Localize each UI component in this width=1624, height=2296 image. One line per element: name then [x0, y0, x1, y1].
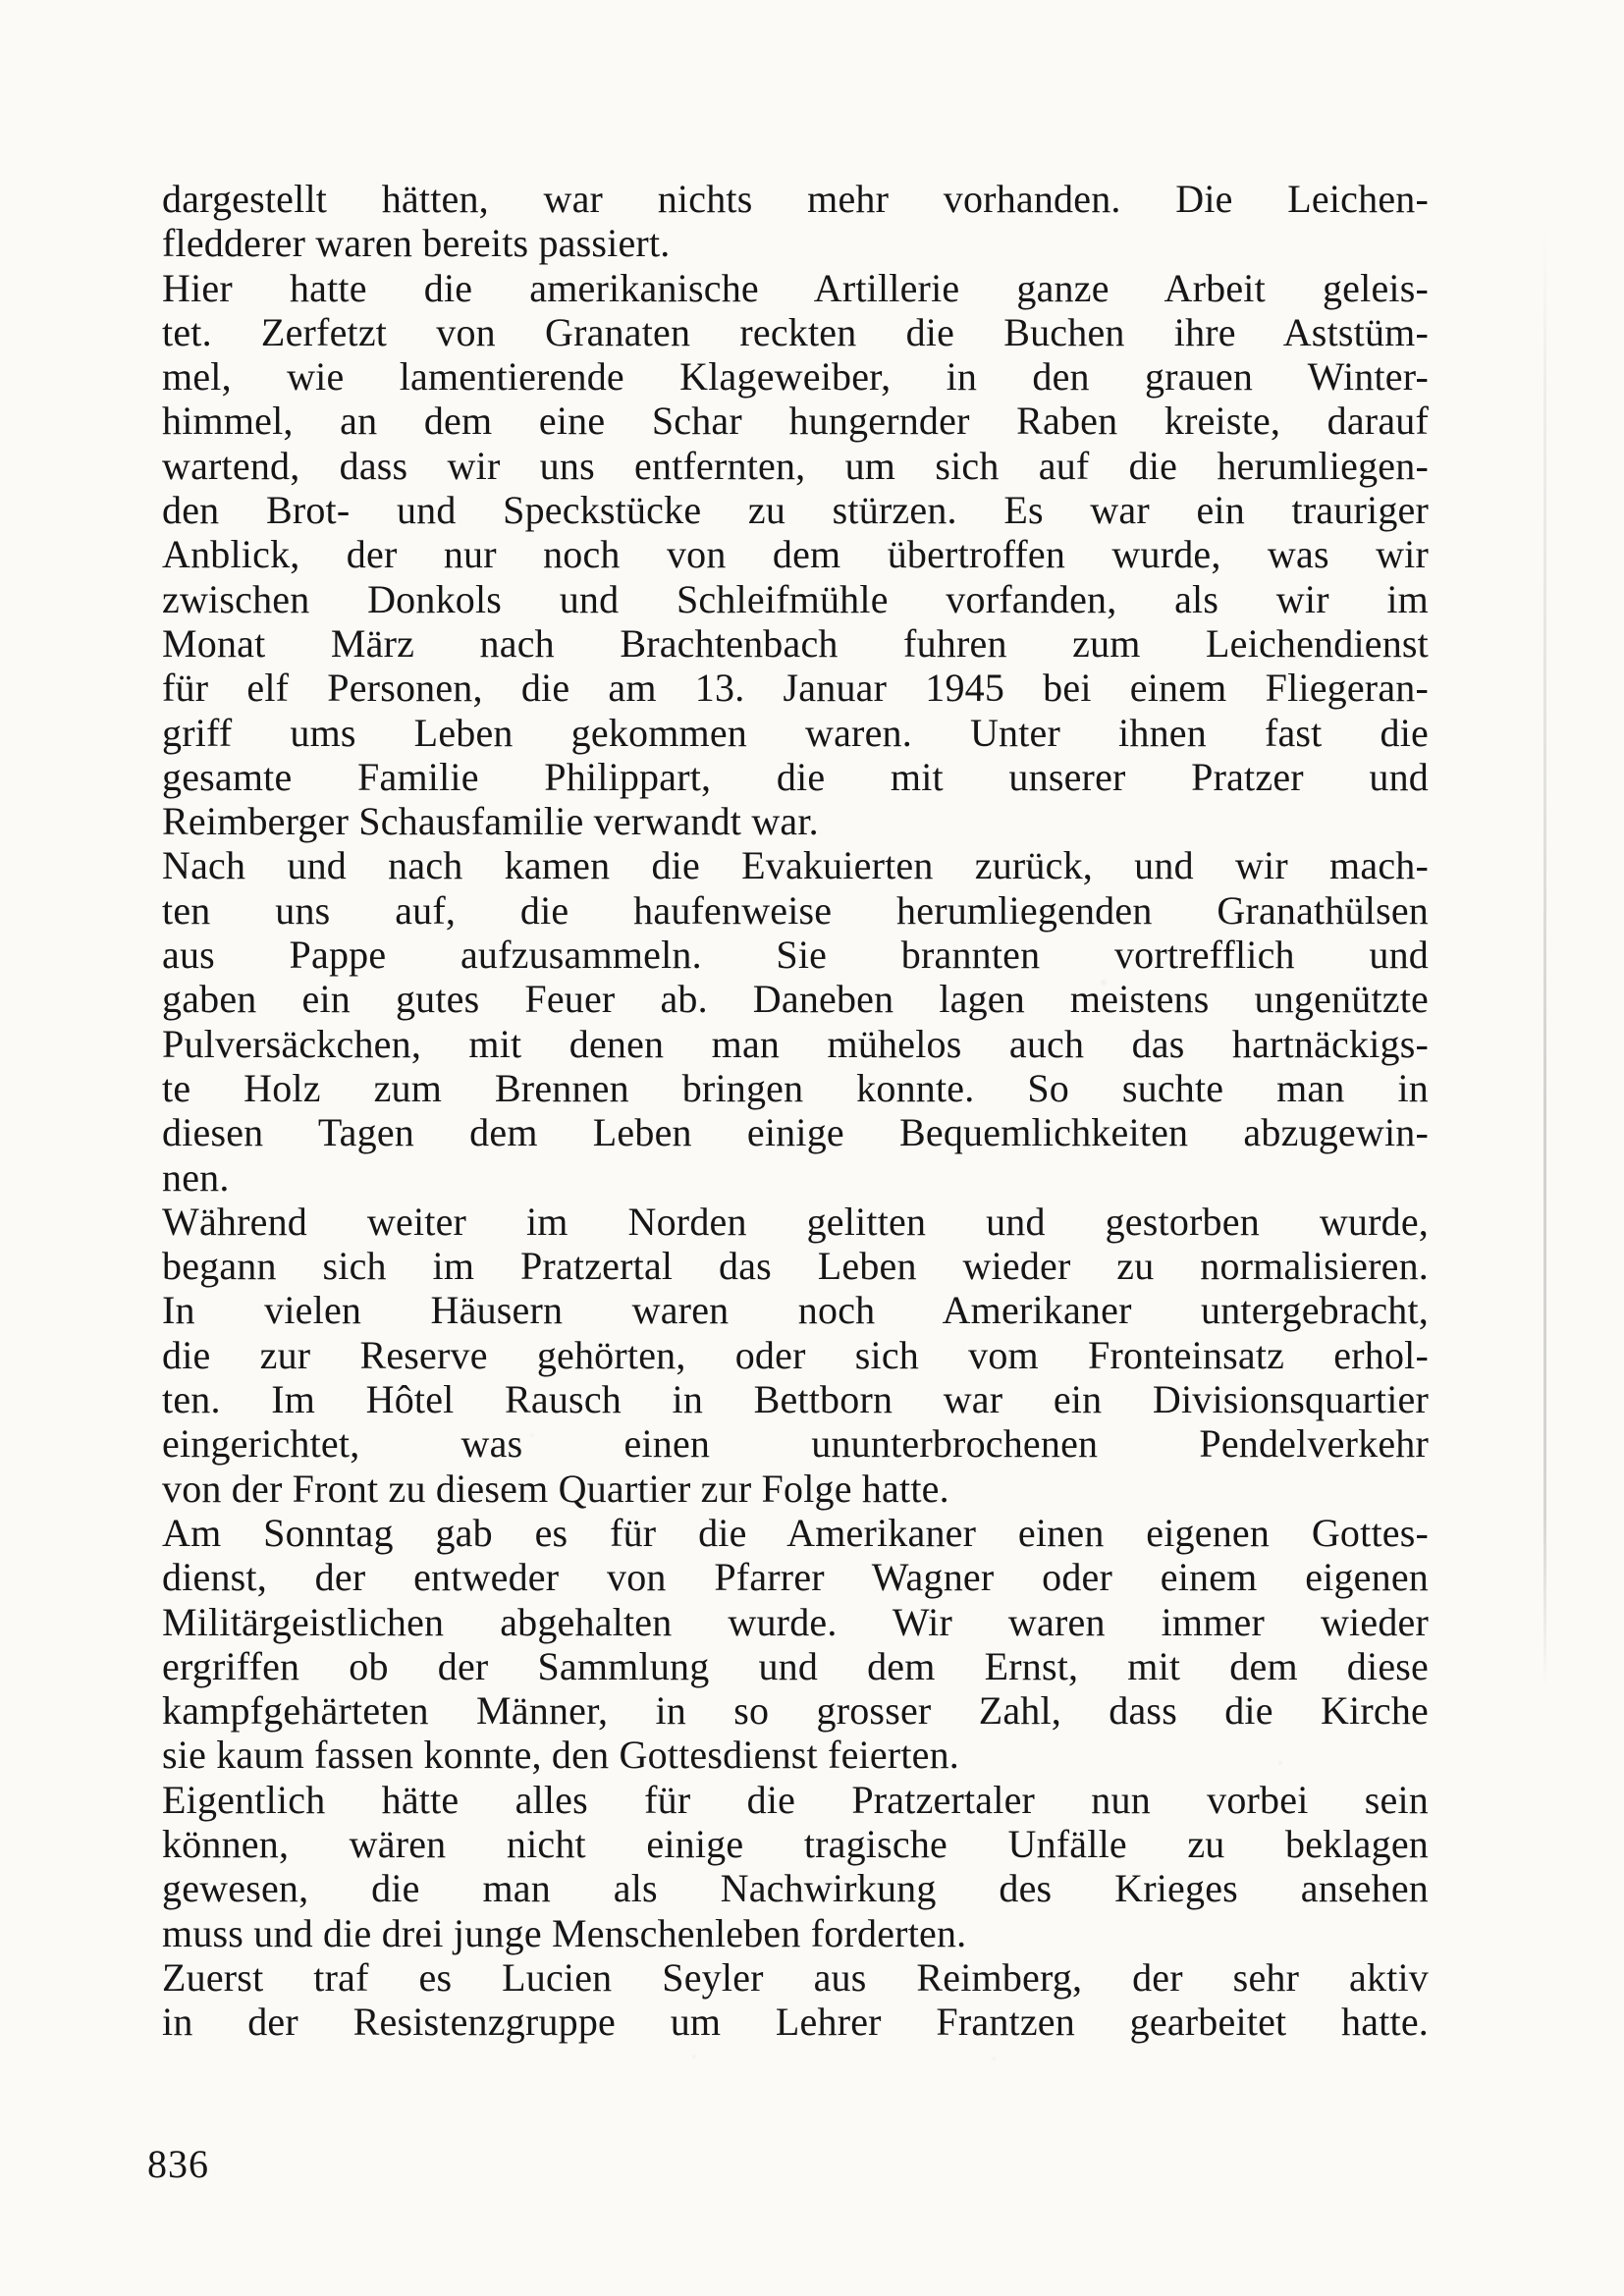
text-line: Reimberger Schausfamilie verwandt war. [162, 799, 819, 844]
text-line: Während weiter im Norden gelitten und gestorben wurde, [162, 1199, 1429, 1244]
text-line: Nach und nach kamen die Evakuierten zurück, und wir mach- [162, 843, 1429, 888]
text-line: mel, wie lamentierende Klageweiber, in den grauen Winter- [162, 354, 1429, 400]
text-line: In vielen Häusern waren noch Amerikaner untergebracht, [162, 1288, 1429, 1333]
text-line: ten uns auf, die haufenweise herumliegenden Granathülsen [162, 887, 1429, 933]
scan-artifact-line [1543, 226, 1546, 1688]
text-line: Pulversäckchen, mit denen man mühelos auch das hartnäckigs- [162, 1021, 1429, 1066]
text-line: von der Front zu diesem Quartier zur Folge hatte. [162, 1466, 949, 1511]
text-line: tet. Zerfetzt von Granaten reckten die Buchen ihre Aststüm- [162, 309, 1429, 354]
text-line: können, wären nicht einige tragische Unfälle zu beklagen [162, 1821, 1429, 1866]
text-line: die zur Reserve gehörten, oder sich vom Fronteinsatz erhol- [162, 1332, 1429, 1377]
text-line: gaben ein gutes Feuer ab. Daneben lagen meistens ungenützte [162, 977, 1429, 1022]
text-line: nen. [162, 1154, 230, 1200]
text-line: Am Sonntag gab es für die Amerikaner einen eigenen Gottes- [162, 1510, 1429, 1555]
text-line: eingerichtet, was einen ununterbrochenen Pendelverkehr [162, 1421, 1429, 1467]
text-line: kampfgehärteten Männer, in so grosser Zahl, dass die Kirche [162, 1688, 1429, 1734]
text-line: zwischen Donkols und Schleifmühle vorfanden, als wir im [162, 576, 1429, 621]
text-line: Anblick, der nur noch von dem übertroffen wurde, was wir [162, 532, 1429, 577]
text-line: aus Pappe aufzusammeln. Sie brannten vortrefflich und [162, 933, 1429, 978]
text-line: Militärgeistlichen abgehalten wurde. Wir waren immer wieder [162, 1599, 1429, 1644]
text-line: für elf Personen, die am 13. Januar 1945 bei einem Fliegeran- [162, 666, 1429, 711]
text-line: ten. Im Hôtel Rausch in Bettborn war ein Divisionsquartier [162, 1377, 1429, 1422]
body-text [162, 177, 1429, 2044]
text-line: Zuerst traf es Lucien Seyler aus Reimberg, der sehr aktiv [162, 1954, 1429, 2000]
text-line: wartend, dass wir uns entfernten, um sich auf die herumliegen- [162, 443, 1429, 488]
page-number: 836 [147, 2142, 209, 2186]
scan-noise-speckles [0, 0, 4, 4]
text-line: gewesen, die man als Nachwirkung des Krieges ansehen [162, 1866, 1429, 1911]
text-line: himmel, an dem eine Schar hungernder Raben kreiste, darauf [162, 399, 1429, 444]
text-line: sie kaum fassen konnte, den Gottesdienst feierten. [162, 1733, 959, 1778]
text-line: gesamte Familie Philippart, die mit unserer Pratzer und [162, 754, 1429, 799]
text-line: griff ums Leben gekommen waren. Unter ihnen fast die [162, 710, 1429, 755]
text-line: Eigentlich hätte alles für die Pratzertaler nun vorbei sein [162, 1777, 1429, 1822]
text-line: Hier hatte die amerikanische Artillerie ganze Arbeit geleis- [162, 265, 1429, 310]
text-line: den Brot- und Speckstücke zu stürzen. Es war ein trauriger [162, 488, 1429, 533]
text-line: ergriffen ob der Sammlung und dem Ernst, mit dem diese [162, 1643, 1429, 1688]
text-line: fledderer waren bereits passiert. [162, 221, 671, 266]
text-line: in der Resistenzgruppe um Lehrer Frantzen gearbeitet hatte. [162, 2000, 1429, 2045]
text-line: begann sich im Pratzertal das Leben wieder zu normalisieren. [162, 1244, 1429, 1289]
text-line: te Holz zum Brennen bringen konnte. So suchte man in [162, 1065, 1429, 1110]
text-line: dargestellt hätten, war nichts mehr vorhanden. Die Leichen- [162, 177, 1429, 221]
text-line: Monat März nach Brachtenbach fuhren zum Leichendienst [162, 620, 1429, 666]
text-line: diesen Tagen dem Leben einige Bequemlichkeiten abzugewin- [162, 1110, 1429, 1155]
text-line: dienst, der entweder von Pfarrer Wagner oder einem eigenen [162, 1555, 1429, 1600]
text-line: muss und die drei junge Menschenleben forderten. [162, 1910, 967, 1955]
